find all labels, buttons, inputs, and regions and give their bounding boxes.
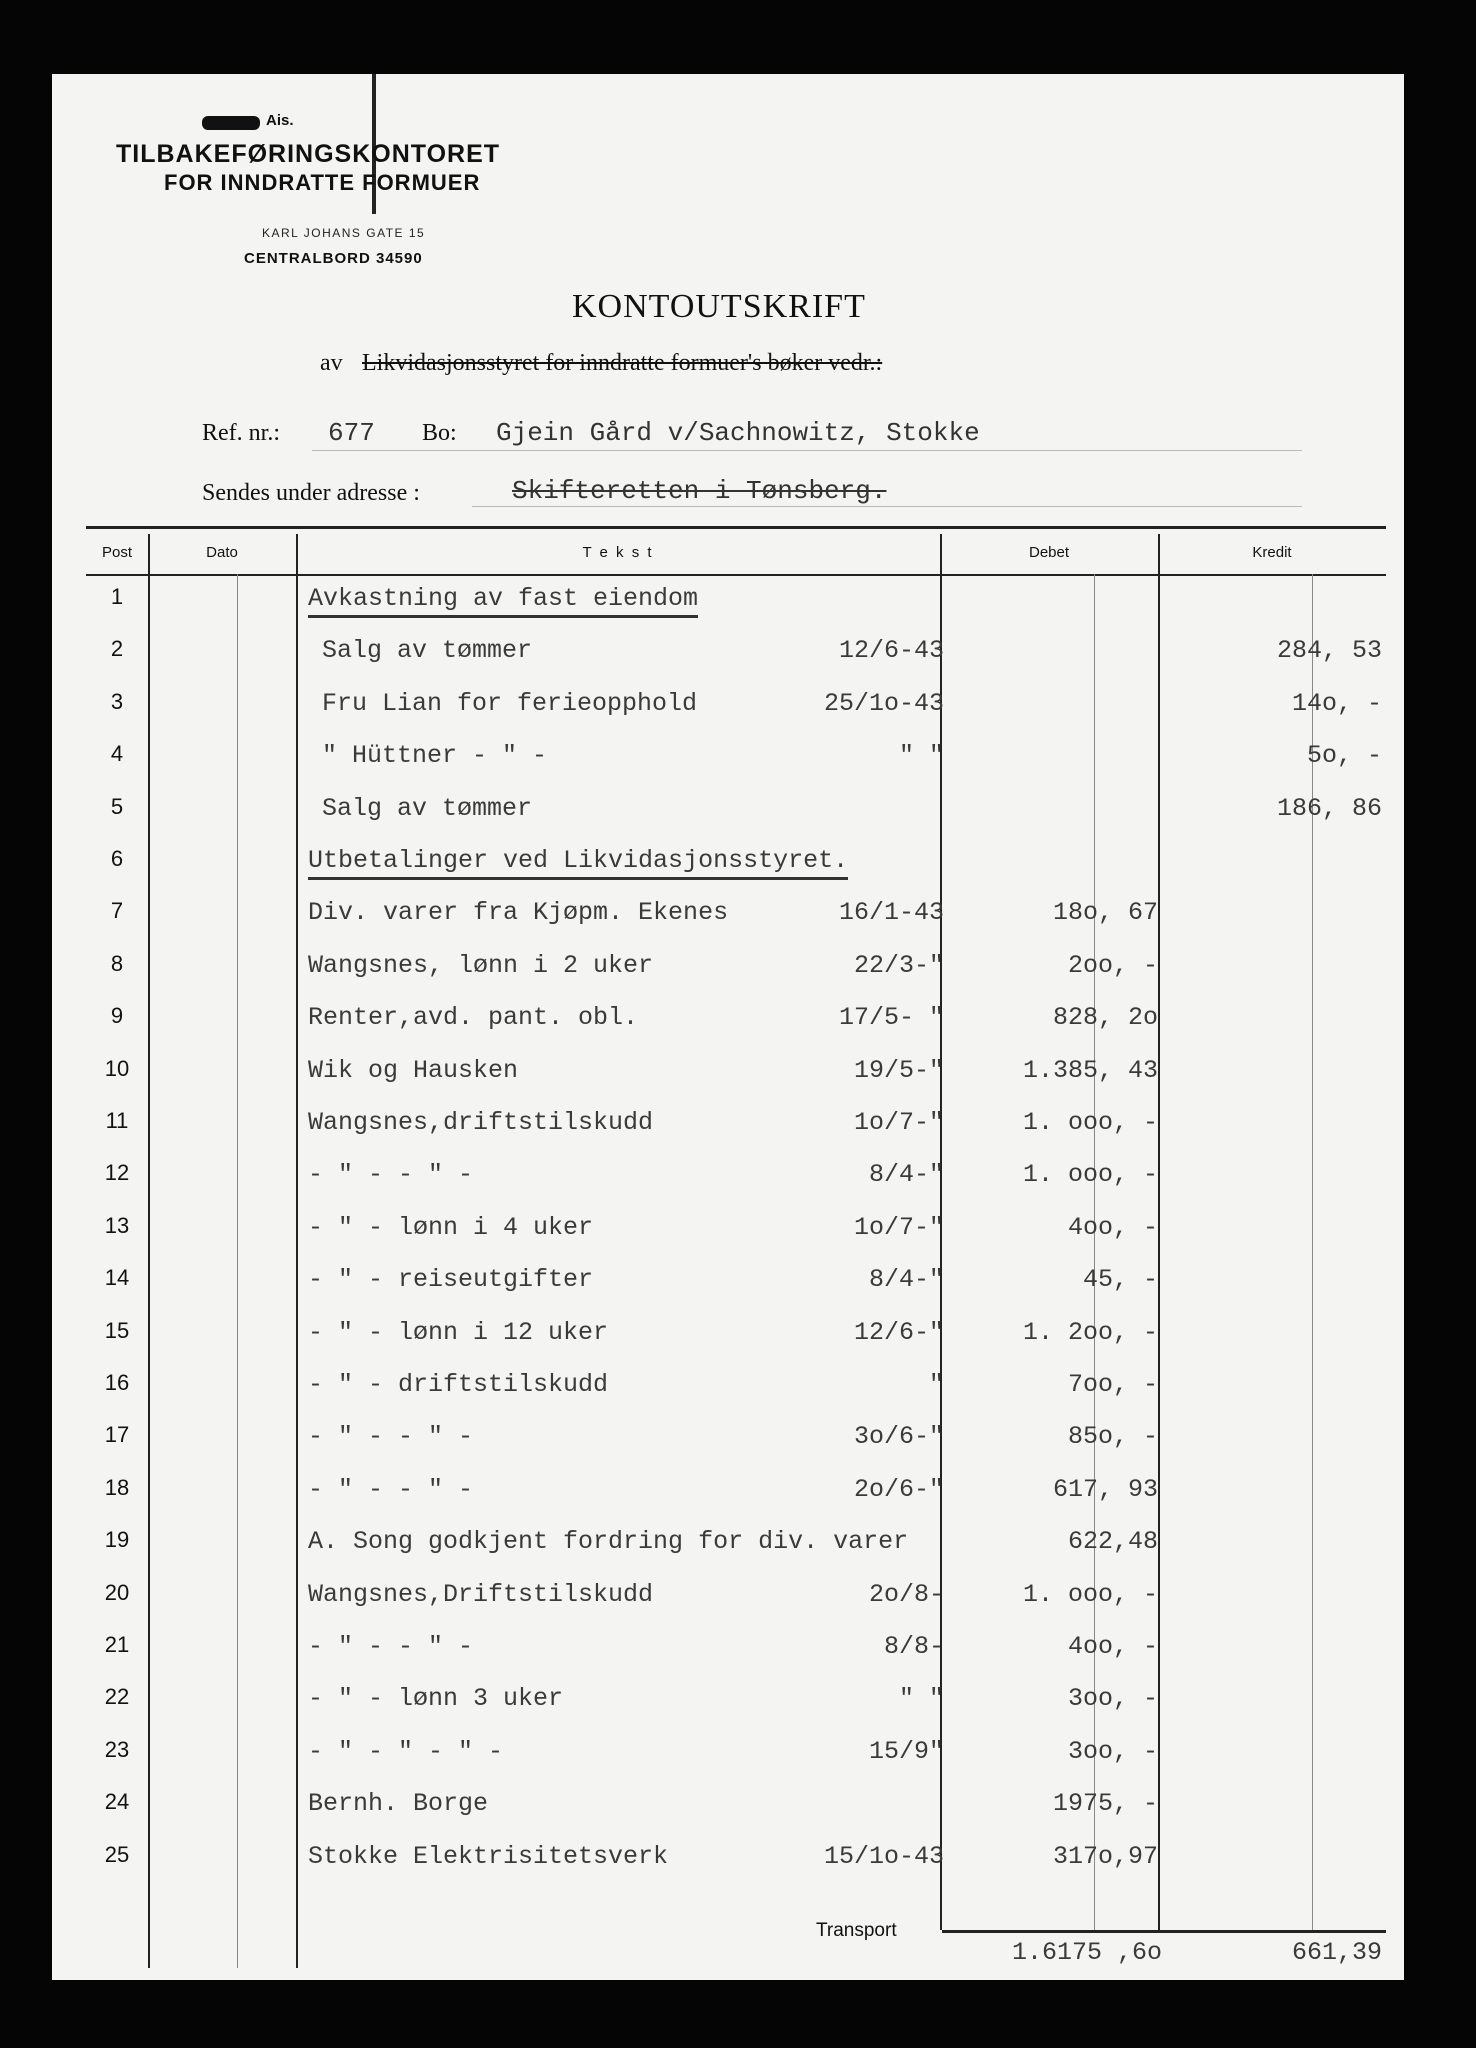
office-phone: CENTRALBORD 34590: [244, 250, 423, 267]
row-kredit: 284, 53: [1276, 636, 1382, 665]
bo-value: Gjein Gård v/Sachnowitz, Stokke: [496, 418, 980, 448]
row-date: 22/3-": [853, 951, 944, 980]
office-address: KARL JOHANS GATE 15: [262, 226, 426, 240]
row-text: Div. varer fra Kjøpm. Ekenes: [308, 898, 729, 927]
row-post: 7: [110, 898, 124, 923]
row-date: " ": [898, 1684, 944, 1713]
row-debet: 3oo, -: [1067, 1684, 1158, 1713]
row-date: 19/5-": [853, 1056, 944, 1085]
row-kredit: 186, 86: [1276, 794, 1382, 823]
row-post: 23: [104, 1737, 130, 1762]
row-post: 1: [110, 584, 124, 609]
row-debet: 3oo, -: [1067, 1737, 1158, 1766]
row-date: 25/1o-43: [823, 689, 944, 718]
row-date: 1o/7-": [853, 1108, 944, 1137]
row-debet: 617, 93: [1052, 1475, 1158, 1504]
row-text: - " - - " -: [308, 1475, 474, 1504]
colhead-debet: Debet: [1028, 544, 1070, 561]
row-date: 17/5- ": [838, 1003, 944, 1032]
row-post: 15: [104, 1318, 130, 1343]
col-divider-debet: [1158, 534, 1160, 1930]
row-post: 11: [105, 1108, 129, 1133]
row-text: Stokke Elektrisitetsverk: [308, 1842, 669, 1871]
table-top-rule: [86, 526, 1386, 529]
row-debet: 7oo, -: [1067, 1370, 1158, 1399]
row-debet: 85o, -: [1067, 1422, 1158, 1451]
colhead-tekst: T e k s t: [582, 544, 654, 561]
row-post: 4: [110, 741, 124, 766]
row-post: 18: [104, 1475, 130, 1500]
row-post: 16: [104, 1370, 130, 1395]
row-debet: 1. ooo, -: [1022, 1580, 1158, 1609]
office-name: TILBAKEFØRINGSKONTORET: [116, 140, 501, 168]
row-date: 8/8-: [883, 1632, 944, 1661]
row-debet: 1. ooo, -: [1022, 1108, 1158, 1137]
row-post: 20: [104, 1580, 130, 1605]
row-date: 2o/6-": [853, 1475, 944, 1504]
document-title: KONTOUTSKRIFT: [572, 288, 866, 325]
row-post: 24: [104, 1789, 130, 1814]
row-post: 5: [110, 794, 124, 819]
row-date: 12/6-43: [838, 636, 944, 665]
totals-rule: [942, 1930, 1386, 1933]
ref-value: 677: [328, 418, 375, 448]
smudge-text: Ais.: [266, 112, 294, 129]
col-divider-dato: [296, 534, 298, 1968]
row-text: - " - - " -: [308, 1632, 474, 1661]
address-rule: [472, 506, 1302, 507]
row-text: Bernh. Borge: [308, 1789, 489, 1818]
row-text: Avkastning av fast eiendom: [308, 584, 698, 618]
row-post: 8: [110, 951, 124, 976]
row-date: 1o/7-": [853, 1213, 944, 1242]
row-date: 15/1o-43: [823, 1842, 944, 1871]
col-divider-post: [148, 534, 150, 1968]
row-post: 9: [110, 1003, 124, 1028]
table-header-rule: [86, 574, 1386, 576]
row-text: - " - driftstilskudd: [308, 1370, 609, 1399]
row-text: - " - " - " -: [308, 1737, 504, 1766]
row-text: Wangsnes,driftstilskudd: [308, 1108, 654, 1137]
row-debet: 2oo, -: [1067, 951, 1158, 980]
row-debet: 18o, 67: [1052, 898, 1158, 927]
row-text: Fru Lian for ferieopphold: [322, 689, 698, 718]
row-debet: 1975, -: [1052, 1789, 1158, 1818]
row-text: - " - reiseutgifter: [308, 1265, 594, 1294]
row-text: Wangsnes,Driftstilskudd: [308, 1580, 654, 1609]
subtitle-struck: Likvidasjonsstyret for inndratte formuer's bøker vedr.:: [362, 350, 883, 376]
row-date: 16/1-43: [838, 898, 944, 927]
row-debet: 1.385, 43: [1022, 1056, 1158, 1085]
row-debet: 4oo, -: [1067, 1632, 1158, 1661]
row-date: " ": [898, 741, 944, 770]
row-text: Salg av tømmer: [322, 794, 533, 823]
row-text: - " - lønn i 4 uker: [308, 1213, 594, 1242]
row-date: 8/4-": [868, 1160, 944, 1189]
row-debet: 1. 2oo, -: [1022, 1318, 1158, 1347]
row-post: 17: [104, 1422, 130, 1447]
row-text: A. Song godkjent fordring for div. varer: [308, 1527, 909, 1556]
row-post: 22: [104, 1684, 130, 1709]
row-kredit: 5o, -: [1306, 741, 1382, 770]
row-text: - " - - " -: [308, 1160, 474, 1189]
transport-label: Transport: [816, 1920, 897, 1941]
row-post: 13: [104, 1213, 130, 1238]
office-subtitle: FOR INNDRATTE FORMUER: [164, 170, 481, 195]
row-post: 2: [110, 636, 124, 661]
row-post: 25: [104, 1842, 130, 1867]
row-date: 3o/6-": [853, 1422, 944, 1451]
row-text: Wik og Hausken: [308, 1056, 519, 1085]
total-kredit: 661,39: [1291, 1938, 1382, 1967]
col-divider-dato-inner: [237, 574, 238, 1968]
row-debet: 622,48: [1067, 1527, 1158, 1556]
row-text: Salg av tømmer: [322, 636, 533, 665]
ref-label: Ref. nr.:: [202, 420, 280, 446]
subtitle-prefix: av: [320, 350, 343, 376]
row-text: Wangsnes, lønn i 2 uker: [308, 951, 654, 980]
row-post: 10: [104, 1056, 130, 1081]
row-kredit: 14o, -: [1291, 689, 1382, 718]
row-text: - " - lønn i 12 uker: [308, 1318, 609, 1347]
row-post: 12: [104, 1160, 130, 1185]
row-post: 14: [104, 1265, 130, 1290]
ink-smudge: [202, 116, 260, 130]
row-text: - " - lønn 3 uker: [308, 1684, 564, 1713]
address-value: Skifteretten i Tønsberg.: [512, 476, 887, 506]
bo-label: Bo:: [422, 420, 457, 446]
row-text: Utbetalinger ved Likvidasjonsstyret.: [308, 846, 848, 880]
colhead-kredit: Kredit: [1252, 544, 1292, 561]
total-debet: 1.6175 ,6o: [1011, 1938, 1162, 1967]
row-date: 2o/8-: [868, 1580, 944, 1609]
row-post: 6: [110, 846, 124, 871]
row-debet: 1. ooo, -: [1022, 1160, 1158, 1189]
document-sheet: [52, 74, 1404, 1980]
colhead-dato: Dato: [206, 544, 238, 561]
address-label: Sendes under adresse :: [202, 480, 420, 506]
col-divider-kredit-inner: [1312, 574, 1313, 1930]
row-text: Renter,avd. pant. obl.: [308, 1003, 639, 1032]
row-text: " Hüttner - " -: [322, 741, 548, 770]
row-date: ": [928, 1370, 944, 1399]
row-post: 21: [104, 1632, 130, 1657]
col-divider-debet-inner: [1094, 574, 1095, 1930]
row-date: 12/6-": [853, 1318, 944, 1347]
row-debet: 45, -: [1082, 1265, 1158, 1294]
row-date: 15/9": [868, 1737, 944, 1766]
row-text: - " - - " -: [308, 1422, 474, 1451]
colhead-post: Post: [101, 544, 132, 561]
row-debet: 317o,97: [1052, 1842, 1158, 1871]
row-post: 3: [110, 689, 124, 714]
ref-rule: [312, 450, 1302, 451]
row-post: 19: [104, 1527, 130, 1552]
row-date: 8/4-": [868, 1265, 944, 1294]
row-debet: 828, 2o: [1052, 1003, 1158, 1032]
row-debet: 4oo, -: [1067, 1213, 1158, 1242]
